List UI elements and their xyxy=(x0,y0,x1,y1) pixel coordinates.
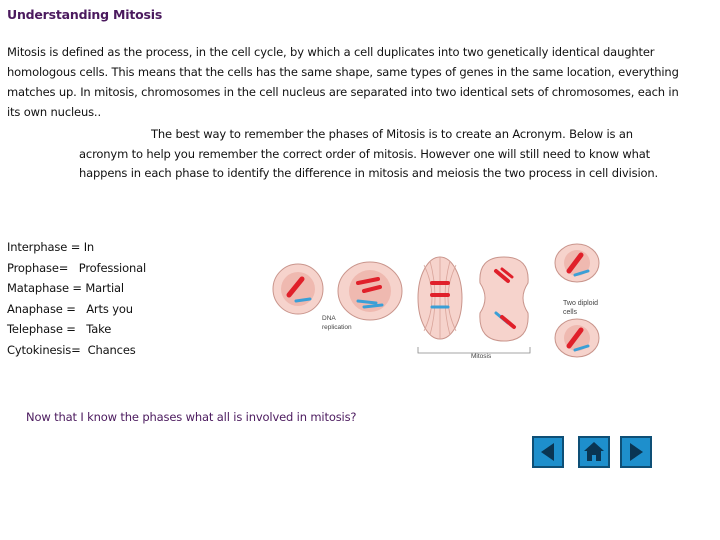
arrow-right-icon xyxy=(622,438,650,466)
anaphase-cell xyxy=(480,257,528,341)
daughter-cell-top xyxy=(555,244,599,282)
phase-item: Prophase= Professional xyxy=(7,260,147,275)
metaphase-cell xyxy=(418,257,462,339)
next-button[interactable] xyxy=(620,436,652,468)
mitosis-label: Mitosis xyxy=(471,353,492,360)
previous-button[interactable] xyxy=(532,436,564,468)
interphase-cell xyxy=(273,264,323,314)
phase-item: Interphase = In xyxy=(7,240,95,254)
intro-paragraph: Mitosis is defined as the process, in the cell cycle, by which a cell duplicates into two genetically identical daughter homologous cells. This means that the cells has the same shape, same types of genes in the same location, everything matches up. In mitosis, chromosomes in the cell nucleus are separated into two identical sets of chromosomes, each in its own nucleus.. xyxy=(7,45,679,119)
phase-item: Anaphase = Arts you xyxy=(7,301,133,316)
home-button[interactable] xyxy=(578,436,610,468)
cells-label: cells xyxy=(563,309,578,316)
acronym-paragraph: The best way to remember the phases of Mitosis is to create an Acronym. Below is an acronym to help you remember the correct order of mitosis. However one will still need to know what happens in each phase to identify the difference in mitosis and meiosis the two process in cell division. xyxy=(79,127,659,180)
phase-mnemonic-list xyxy=(7,237,146,360)
home-icon xyxy=(580,438,608,466)
arrow-left-icon xyxy=(534,438,562,466)
duplicated-cell xyxy=(338,262,402,320)
dna-label: DNA xyxy=(322,315,336,322)
phase-item: Cytokinesis= Chances xyxy=(7,342,136,357)
phase-item: Telephase = Take xyxy=(7,322,112,336)
page-title: Understanding Mitosis xyxy=(7,7,163,22)
phase-item: Mataphase = Martial xyxy=(7,281,124,295)
question-text: Now that I know the phases what all is involved in mitosis? xyxy=(26,410,357,424)
mitosis-diagram xyxy=(272,243,630,361)
two-diploid-label: Two diploid xyxy=(563,300,599,307)
replication-label: replication xyxy=(322,324,352,331)
daughter-cell-bottom xyxy=(555,319,599,357)
